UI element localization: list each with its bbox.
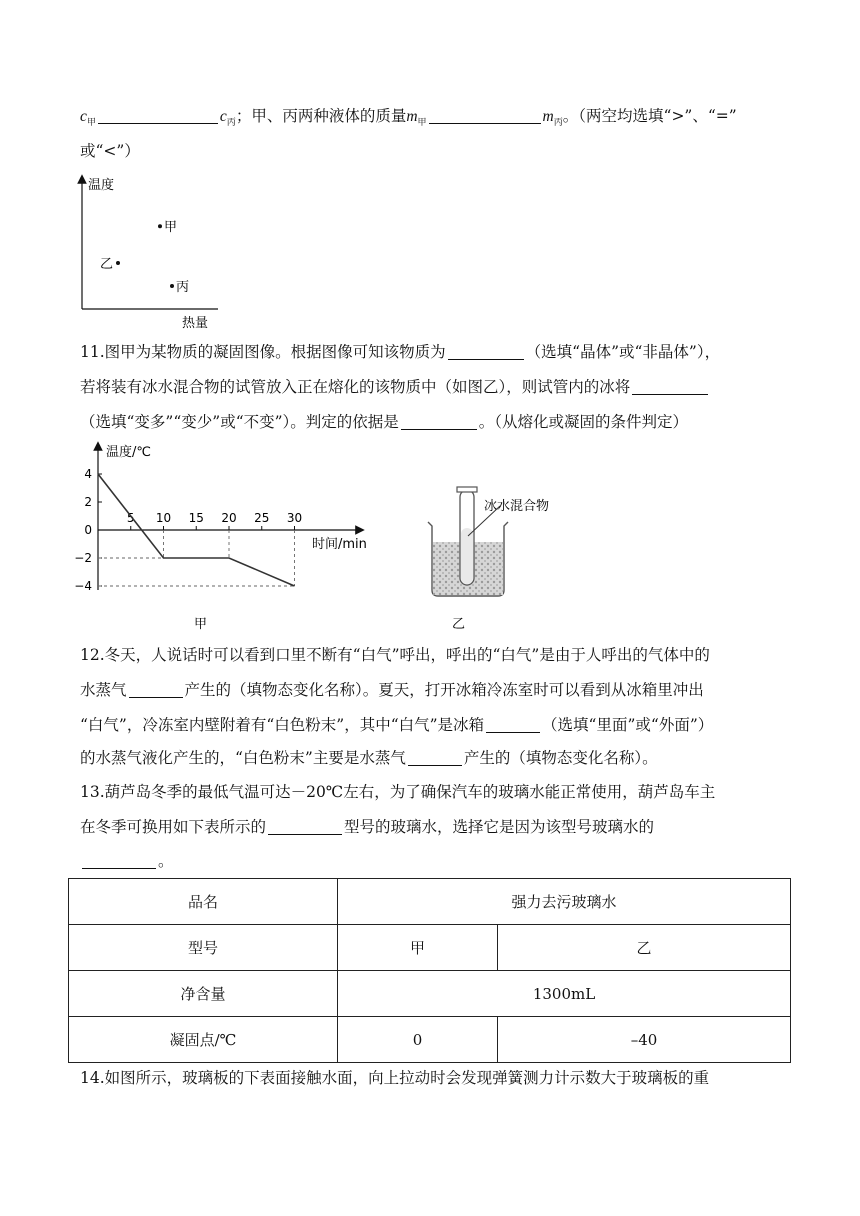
table-row: [69, 879, 791, 925]
m-symbol: m: [406, 108, 418, 125]
q11-blank-3[interactable]: [401, 413, 477, 430]
q10-point-label-0: 甲: [164, 220, 178, 236]
q12-line4-b: 产生的（填物态变化名称）。: [463, 749, 658, 767]
chart-xlabel: 时间/min: [312, 537, 367, 552]
q10-xlabel: 热量: [182, 316, 209, 331]
table-row: [69, 1017, 791, 1063]
q10-text-mid: ；甲、丙两种液体的质量: [235, 107, 407, 125]
q12-line1-text: 12.冬天，人说话时可以看到口里不断有“白气”呼出，呼出的“白气”是由于人呼出的气体中的: [80, 646, 710, 664]
q11-line2-a: 若将装有冰水混合物的试管放入正在熔化的该物质中（如图乙），则试管内的冰将: [80, 378, 631, 396]
q11-line1-a: 11.图甲为某物质的凝固图像。根据图像可知该物质为: [80, 343, 446, 361]
m-sub-jia: 甲: [417, 118, 427, 129]
q13-blank-2[interactable]: [82, 852, 156, 869]
m-symbol-2: m: [542, 108, 554, 125]
table-cell-model-b: 乙: [498, 925, 791, 971]
q12-line2: [80, 678, 704, 702]
q10-line2-text: 或“<”）: [80, 142, 140, 160]
q12-line4: [80, 746, 658, 770]
q12-line1: [80, 643, 710, 667]
q12-line3: [80, 713, 713, 737]
q14-line1-text: 14.如图所示，玻璃板的下表面接触水面，向上拉动时会发现弹簧测力计示数大于玻璃板的重: [80, 1069, 710, 1087]
table-cell-freeze-label: 凝固点/℃: [69, 1017, 338, 1063]
q12-line2-b: 产生的（填物态变化名称）。夏天，打开冰箱冷冻室时可以看到从冰箱里冲出: [184, 681, 704, 699]
ice-water-mixture: [461, 528, 473, 584]
q10-point-label-1: 乙: [100, 257, 114, 272]
glass-water-table: [68, 878, 791, 1063]
q11-line3-b: 。（从熔化或凝固的条件判定）: [478, 413, 689, 431]
q12-line4-a: 的水蒸气液化产生的，“白色粉末”主要是水蒸气: [80, 749, 406, 767]
test-tube-figure: [420, 484, 590, 634]
table-row: [69, 971, 791, 1017]
q10-points: [100, 220, 189, 295]
y-tick-label-0: 4: [84, 467, 92, 481]
q13-line2-b: 型号的玻璃水，选择它是因为该型号玻璃水的: [344, 818, 655, 836]
table-cell-freeze-a: 0: [338, 1017, 498, 1063]
q10-text-end: 。（两空均选填“>”、“=”: [562, 107, 737, 125]
q11-blank-2[interactable]: [632, 378, 708, 395]
table-cell-product-label: 品名: [69, 879, 338, 925]
q10-point-label-2: 丙: [176, 280, 190, 295]
y-tick-label-4: −4: [74, 579, 92, 593]
q10-point-2: [170, 284, 174, 288]
y-tick-label-2: 0: [84, 523, 92, 537]
x-tick-label-1: 10: [155, 511, 172, 525]
x-tick-label-3: 20: [221, 511, 237, 525]
q10-heat-temp-graph: [70, 175, 250, 335]
table-cell-volume-value: 1300mL: [338, 971, 791, 1017]
test-tube-lip: [457, 487, 477, 492]
q12-blank-1[interactable]: [129, 681, 183, 698]
q11-line3-a: （选填“变多”“变少”或“不变”）。判定的依据是: [80, 413, 399, 431]
q11-line1-b: （选填“晶体”或“非晶体”），: [525, 343, 721, 361]
q13-line3-text: 。: [158, 852, 174, 870]
q13-line2: [80, 815, 654, 839]
q13-blank-1[interactable]: [268, 818, 342, 835]
q13-line1-text: 13.葫芦岛冬季的最低气温可达－20℃左右，为了确保汽车的玻璃水能正常使用，葫芦岛车主: [80, 783, 716, 801]
q11-line3: [80, 410, 688, 434]
x-tick-label-0: 5: [126, 511, 135, 525]
q10-line1: [80, 104, 737, 135]
q12-blank-3[interactable]: [408, 749, 462, 766]
c-symbol: c: [80, 108, 87, 125]
q10-ylabel: 温度: [88, 178, 115, 193]
caption-yi: 乙: [452, 617, 466, 632]
table-cell-volume-label: 净含量: [69, 971, 338, 1017]
q12-line3-a: “白气”，冷冻室内壁附着有“白色粉末”，其中“白气”是冰箱: [80, 716, 485, 734]
m-sub-bing: 丙: [553, 118, 563, 129]
c-sub-jia: 甲: [86, 118, 96, 129]
q10-blank-2[interactable]: [429, 107, 541, 124]
q12-blank-2[interactable]: [486, 716, 540, 733]
tube-label: 冰水混合物: [484, 499, 550, 514]
chart-ylabel: 温度/℃: [106, 445, 151, 460]
y-tick-label-3: −2: [74, 551, 92, 565]
x-tick-label-5: 30: [286, 511, 303, 525]
q13-line1: [80, 780, 715, 804]
q11-line2: [80, 375, 710, 399]
x-tick-label-4: 25: [254, 511, 270, 525]
q13-line2-a: 在冬季可换用如下表所示的: [80, 818, 267, 836]
table-row: [69, 925, 791, 971]
table-cell-freeze-b: –40: [498, 1017, 791, 1063]
q14-line1: [80, 1066, 709, 1090]
c-symbol-2: c: [219, 108, 227, 125]
q11-line1: [80, 340, 720, 364]
table-cell-product-value: 强力去污玻璃水: [338, 879, 791, 925]
table-cell-model-label: 型号: [69, 925, 338, 971]
q10-line2: [80, 139, 140, 163]
y-tick-label-1: 2: [84, 495, 92, 509]
x-tick-label-2: 15: [188, 511, 204, 525]
q12-line2-a: 水蒸气: [80, 681, 127, 699]
q10-blank-1[interactable]: [98, 107, 218, 124]
q12-line3-b: （选填“里面”或“外面”）: [542, 716, 714, 734]
solidification-chart: [72, 440, 372, 630]
c-sub-bing: 丙: [226, 118, 236, 129]
q11-blank-1[interactable]: [448, 343, 524, 360]
chart-caption-jia: 甲: [194, 617, 208, 632]
q10-point-0: [158, 224, 162, 228]
q10-point-1: [116, 261, 120, 265]
table-cell-model-a: 甲: [338, 925, 498, 971]
q13-line3: [80, 849, 174, 873]
